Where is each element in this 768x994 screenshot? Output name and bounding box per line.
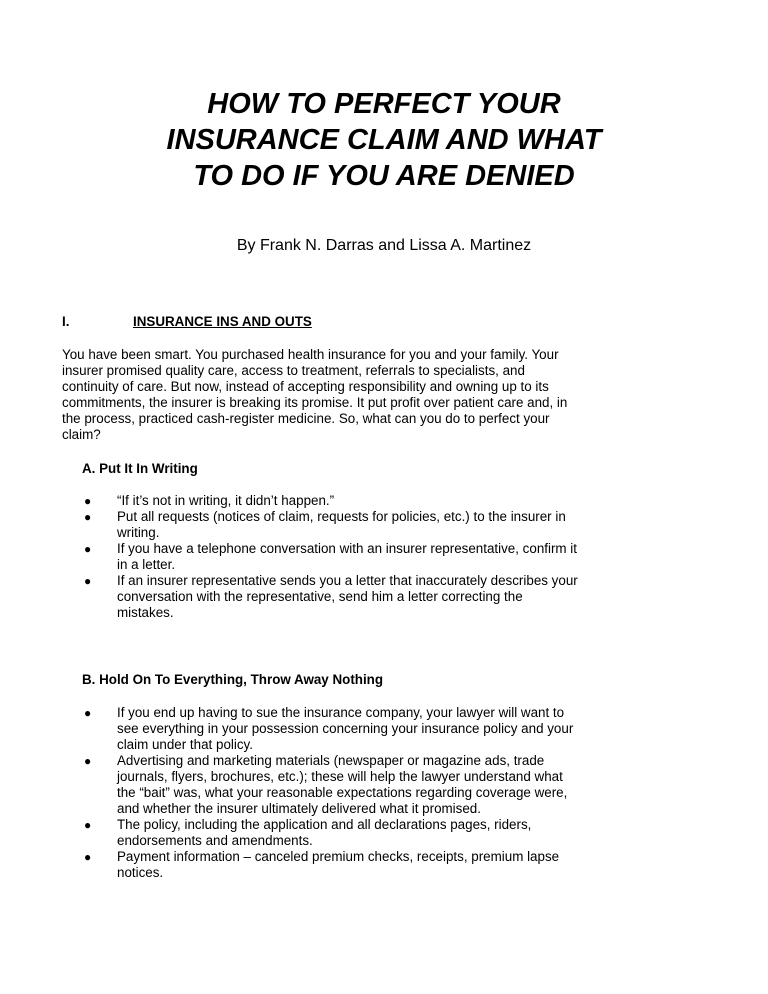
list-item-line: in a letter. <box>117 557 176 572</box>
list-item-line: “If it’s not in writing, it didn’t happen.” <box>117 493 335 508</box>
list-item-line: see everything in your possession concerning your insurance policy and your <box>117 721 574 736</box>
byline: By Frank N. Darras and Lissa A. Martinez <box>236 237 532 254</box>
list-item <box>82 849 722 881</box>
section-number: I. <box>62 314 70 329</box>
list-item <box>82 509 722 541</box>
bullet-icon: ● <box>84 754 92 768</box>
list-item <box>82 753 722 817</box>
bullet-list-a <box>82 493 722 621</box>
list-item-line: writing. <box>117 525 160 540</box>
paragraph-line: continuity of care. But now, instead of accepting responsibility and owning up to its <box>62 379 549 394</box>
list-item-line: journals, flyers, brochures, etc.); these will help the lawyer understand what <box>117 769 563 784</box>
bullet-icon: ● <box>84 706 92 720</box>
list-item <box>82 493 722 509</box>
list-item-line: the “bait” was, what your reasonable expectations regarding coverage were, <box>117 785 568 800</box>
paragraph-line: claim? <box>62 427 101 442</box>
list-item-line: The policy, including the application and all declarations pages, riders, <box>117 817 532 832</box>
paragraph-line: You have been smart. You purchased health insurance for you and your family. Your <box>62 347 559 362</box>
intro-paragraph <box>62 347 702 443</box>
bullet-icon: ● <box>84 542 92 556</box>
list-item <box>82 541 722 573</box>
bullet-icon: ● <box>84 850 92 864</box>
paragraph-line: insurer promised quality care, access to treatment, referrals to specialists, and <box>62 363 525 378</box>
bullet-icon: ● <box>84 818 92 832</box>
list-item-line: Advertising and marketing materials (newspaper or magazine ads, trade <box>117 753 545 768</box>
document-title <box>0 86 768 194</box>
list-item-line: endorsements and amendments. <box>117 833 313 848</box>
bullet-icon: ● <box>84 494 92 508</box>
list-item-line: If you have a telephone conversation with an insurer representative, confirm it <box>117 541 577 556</box>
section-title: INSURANCE INS AND OUTS <box>133 314 312 329</box>
list-item-line: If you end up having to sue the insurance company, your lawyer will want to <box>117 705 565 720</box>
title-line: INSURANCE CLAIM AND WHAT <box>166 124 602 156</box>
list-item-line: notices. <box>117 865 164 880</box>
list-item-line: mistakes. <box>117 605 174 620</box>
title-line: HOW TO PERFECT YOUR <box>207 88 561 120</box>
list-item-line: If an insurer representative sends you a letter that inaccurately describes your <box>117 573 578 588</box>
list-item <box>82 705 722 753</box>
subsection-heading-b: B. Hold On To Everything, Throw Away Nothing <box>82 672 384 687</box>
list-item <box>82 817 722 849</box>
title-line: TO DO IF YOU ARE DENIED <box>193 160 575 192</box>
bullet-icon: ● <box>84 510 92 524</box>
bullet-icon: ● <box>84 574 92 588</box>
subsection-heading-a: A. Put It In Writing <box>82 461 198 476</box>
paragraph-line: commitments, the insurer is breaking its promise. It put profit over patient care and, in <box>62 395 568 410</box>
list-item-line: and whether the insurer ultimately delivered what it promised. <box>117 801 481 816</box>
bullet-list-b <box>82 705 722 881</box>
list-item <box>82 573 722 621</box>
list-item-line: Payment information – canceled premium checks, receipts, premium lapse <box>117 849 560 864</box>
list-item-line: Put all requests (notices of claim, requests for policies, etc.) to the insurer in <box>117 509 566 524</box>
list-item-line: claim under that policy. <box>117 737 253 752</box>
paragraph-line: the process, practiced cash-register medicine. So, what can you do to perfect your <box>62 411 550 426</box>
list-item-line: conversation with the representative, send him a letter correcting the <box>117 589 523 604</box>
